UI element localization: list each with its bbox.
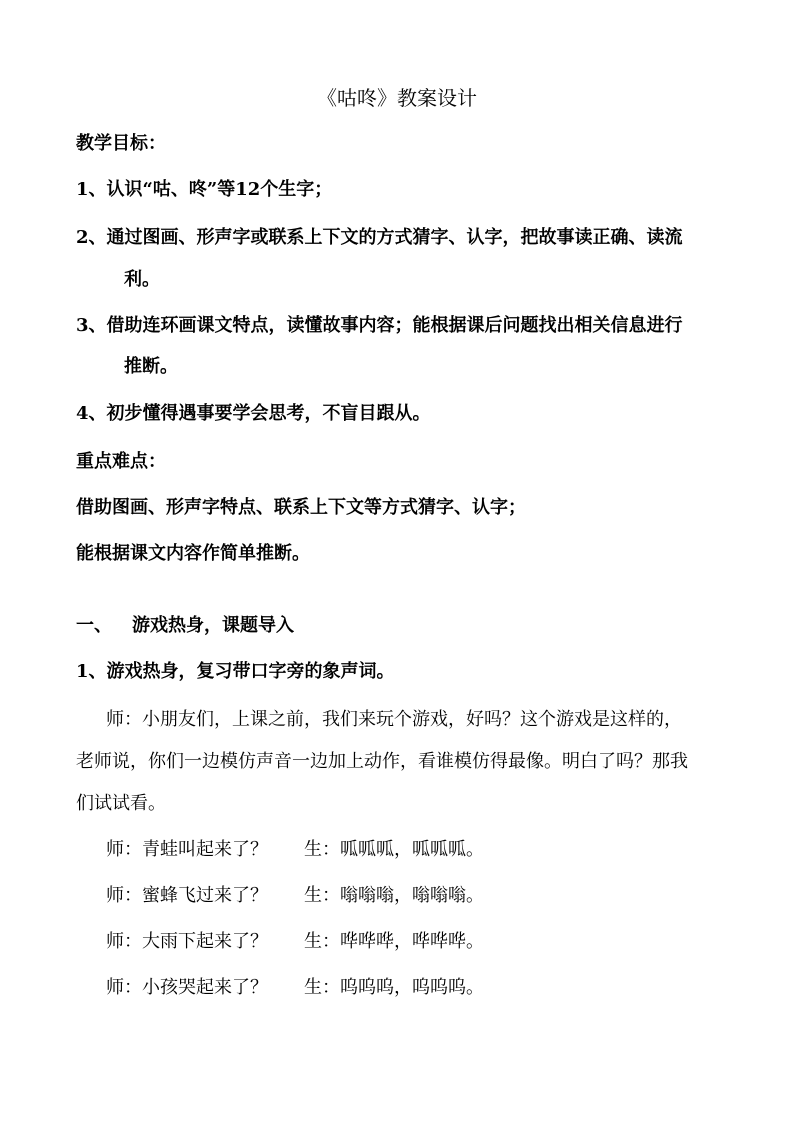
paragraph-line-2: 老师说，你们一边模仿声音一边加上动作，看谁模仿得最像。明白了吗？那我	[76, 751, 688, 772]
goal-item-4: 4、初步懂得遇事要学会思考，不盲目跟从。	[76, 403, 431, 424]
key-point-2: 能根据课文内容作简单推断。	[76, 543, 310, 564]
teacher-line-1: 师：青蛙叫起来了？	[106, 839, 268, 860]
paragraph-line-3: 们试试看。	[76, 793, 166, 814]
document-title: 《咕咚》教案设计	[317, 86, 477, 110]
teacher-line-4: 师：小孩哭起来了？	[106, 977, 268, 998]
goal-item-2: 2、通过图画、形声字或联系上下文的方式猜字、认字，把故事读正确、读流	[76, 227, 683, 248]
student-line-3: 生：哗哗哗，哗哗哗。	[304, 931, 484, 952]
student-line-4: 生：呜呜呜，呜呜呜。	[304, 977, 484, 998]
paragraph-line-1: 师：小朋友们，上课之前，我们来玩个游戏，好吗？这个游戏是这样的，	[106, 709, 682, 730]
teacher-line-2: 师：蜜蜂飞过来了？	[106, 885, 268, 906]
goal-item-3-cont: 推断。	[124, 356, 178, 377]
section-number: 一、	[76, 615, 112, 636]
section-title: 游戏热身，课题导入	[132, 615, 294, 636]
teacher-line-3: 师：大雨下起来了？	[106, 931, 268, 952]
student-line-2: 生：嗡嗡嗡，嗡嗡嗡。	[304, 885, 484, 906]
goals-heading: 教学目标：	[76, 133, 166, 154]
goal-item-2-cont: 利。	[124, 269, 160, 290]
key-point-1: 借助图画、形声字特点、联系上下文等方式猜字、认字；	[76, 497, 526, 518]
section-item-1: 1、游戏热身，复习带口字旁的象声词。	[76, 661, 395, 682]
goal-item-3: 3、借助连环画课文特点，读懂故事内容；能根据课后问题找出相关信息进行	[76, 315, 683, 336]
key-points-heading: 重点难点：	[76, 451, 166, 472]
goal-item-1: 1、认识“咕、咚”等12个生字；	[76, 179, 333, 200]
student-line-1: 生：呱呱呱，呱呱呱。	[304, 839, 484, 860]
